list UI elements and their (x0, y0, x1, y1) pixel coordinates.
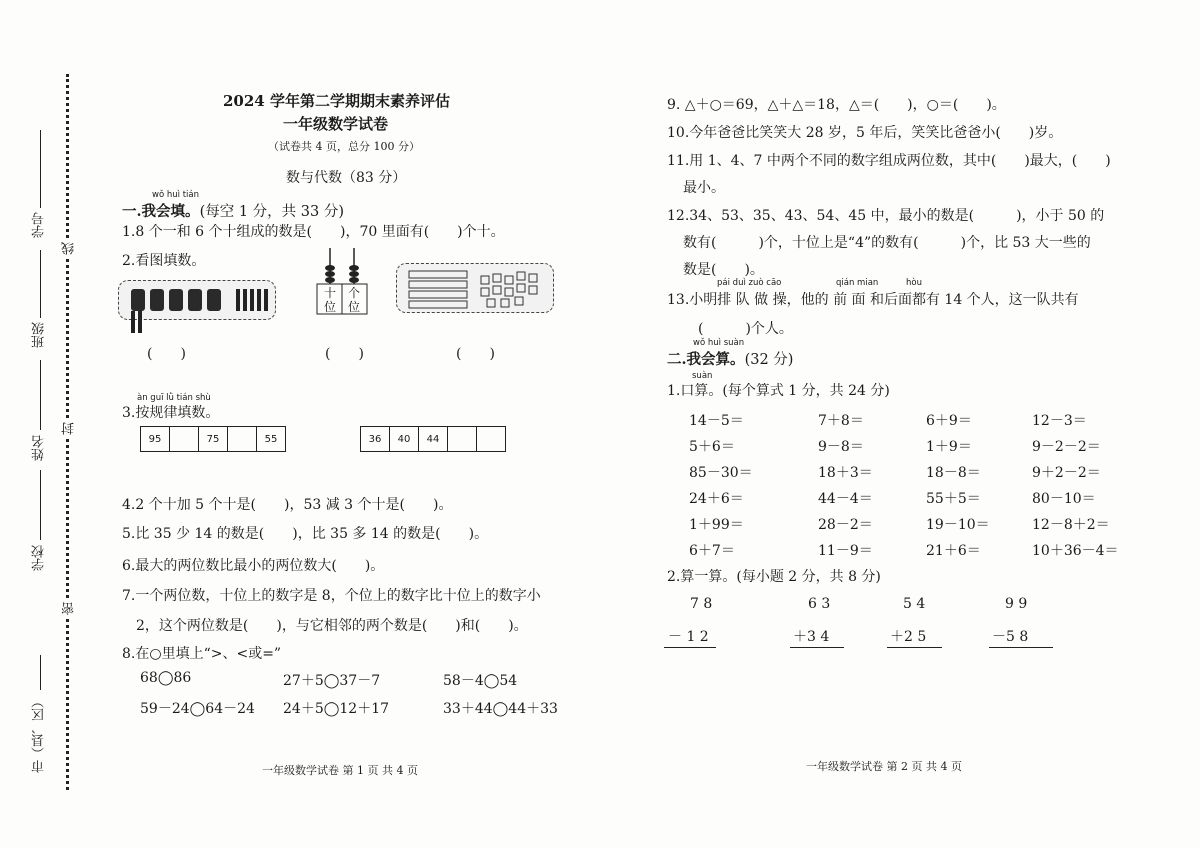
q7-line1: 7.一个两位数，十位上的数字是 8，个位上的数字比十位上的数字小 (122, 588, 541, 604)
label-class: 班级 (32, 322, 47, 348)
cube-picture (396, 263, 554, 313)
q2-blank-3[interactable]: ( ) (456, 346, 495, 362)
blank-number (40, 130, 41, 208)
page2-footer: 一年级数学试卷 第 2 页 共 4 页 (806, 760, 962, 773)
oral-calc-item[interactable]: 6＋7＝ (689, 543, 735, 559)
oral-calc-item[interactable]: 14－5＝ (689, 413, 744, 429)
seal-xian: 线 (62, 242, 77, 255)
oral-calc-item[interactable]: 28－2＝ (818, 517, 873, 533)
oral-calc-item[interactable]: 12－8＋2＝ (1032, 517, 1110, 533)
sequence-1 (140, 426, 286, 452)
seq2-cell: 36 (361, 427, 390, 451)
stick-icon (243, 289, 247, 311)
label-number: 学号 (32, 212, 47, 238)
compare-item[interactable]: 59－24◯64－24 (140, 701, 255, 717)
bundle-icon (169, 289, 183, 311)
oral-calc-item[interactable]: 12－3＝ (1032, 413, 1087, 429)
q2-blank-1[interactable]: ( ) (147, 346, 186, 362)
blank-class (40, 250, 41, 318)
abacus-ones-label2: 位 (348, 300, 361, 314)
q2: 2.看图填数。 (122, 253, 206, 269)
stick-icon (257, 289, 261, 311)
blank-city (40, 655, 41, 690)
q11-line1: 11.用 1、4、7 中两个不同的数字组成两位数，其中( )最大，( ) (667, 153, 1111, 169)
seq2-cell[interactable] (477, 427, 505, 451)
s2-pinyin: wǒ huì suàn (693, 338, 745, 348)
q11-line2: 最小。 (683, 180, 725, 196)
oral-calc-item[interactable]: 19－10＝ (926, 517, 990, 533)
q3: 3.按规律填数。 (122, 405, 220, 421)
q3-pinyin: àn guī lǜ tián shù (137, 393, 211, 403)
s1-line (122, 200, 344, 221)
oral-calc-item[interactable]: 85－30＝ (689, 465, 753, 481)
seq1-cell[interactable] (170, 427, 199, 451)
seq2-cell: 40 (390, 427, 419, 451)
s1-score: (每空 1 分，共 33 分) (199, 204, 344, 220)
s2-line (667, 348, 793, 369)
oral-calc-item[interactable]: 9＋2－2＝ (1032, 465, 1101, 481)
q5: 5.比 35 少 14 的数是( )，比 35 多 14 的数是( )。 (122, 526, 489, 542)
oral-calc-item[interactable]: 80－10＝ (1032, 491, 1096, 507)
vertical-top: 7 8 (690, 596, 713, 612)
stick-icon (264, 289, 268, 311)
q13-pinyin-1: pái duì zuò cāo (717, 278, 782, 288)
p1-pinyin: suàn (692, 371, 713, 381)
oral-calc-item[interactable]: 11－9＝ (818, 543, 873, 559)
oral-calc-item[interactable]: 24＋6＝ (689, 491, 744, 507)
oral-calc-item[interactable]: 1＋99＝ (689, 517, 744, 533)
vertical-rule (887, 647, 942, 648)
stick-icon (236, 289, 240, 311)
stick-icon (131, 311, 135, 333)
s1-pinyin: wǒ huì tián (152, 190, 199, 200)
compare-item[interactable]: 68◯86 (140, 670, 192, 686)
q6: 6.最大的两位数比最小的两位数大( )。 (122, 558, 385, 574)
oral-calc-item[interactable]: 5＋6＝ (689, 439, 735, 455)
oral-calc-item[interactable]: 55＋5＝ (926, 491, 981, 507)
vertical-bottom: － 1 2 (668, 629, 709, 645)
sequence-2 (360, 426, 506, 452)
vertical-top: 6 3 (808, 596, 831, 612)
bundle-icon (188, 289, 202, 311)
q9: 9. △＋○＝69，△＋△＝18，△＝( )，○＝( )。 (667, 97, 1006, 113)
q13-line1: 13.小明排 队 做 操，他的 前 面 和后面都有 14 个人，这一队共有 (667, 292, 1079, 308)
vertical-bottom: －5 8 (992, 629, 1029, 645)
oral-calc-item[interactable]: 6＋9＝ (926, 413, 972, 429)
oral-calc-item[interactable]: 18＋3＝ (818, 465, 873, 481)
vertical-rule (989, 647, 1053, 648)
vertical-top: 5 4 (903, 596, 926, 612)
s1-heading: 一.我会填。 (122, 203, 200, 220)
vertical-bottom: ＋3 4 (793, 629, 830, 645)
exam-subtitle: 一年级数学试卷 (283, 115, 389, 133)
abacus-tens-label: 十 (324, 286, 337, 300)
q4: 4.2 个十加 5 个十是( )，53 减 3 个十是( )。 (122, 497, 453, 513)
bundle-icon (207, 289, 221, 311)
q12-line3: 数是( )。 (683, 262, 764, 278)
q12-line2: 数有( )个，十位上是“4”的数有( )个，比 53 大一些的 (683, 235, 1091, 251)
seq1-cell[interactable] (228, 427, 257, 451)
vertical-rule (664, 647, 716, 648)
seal-feng: 封 (62, 422, 77, 435)
vertical-top: 9 9 (1005, 596, 1028, 612)
bundle-group (119, 281, 275, 333)
oral-calc-item[interactable]: 21＋6＝ (926, 543, 981, 559)
oral-calc-item[interactable]: 9－8＝ (818, 439, 864, 455)
seal-mi: 密 (62, 602, 77, 615)
stick-icon (250, 289, 254, 311)
written-calc-heading: 2.算一算。(每小题 2 分，共 8 分) (667, 569, 881, 585)
seq1-cell: 55 (264, 433, 278, 445)
abacus-tens-label2: 位 (324, 300, 337, 314)
s2-heading: 二.我会算。 (667, 351, 745, 368)
label-name: 姓名 (32, 435, 47, 461)
q2-blank-2[interactable]: ( ) (325, 346, 364, 362)
vertical-rule (790, 647, 844, 648)
q10: 10.今年爸爸比笑笑大 28 岁，5 年后，笑笑比爸爸小( )岁。 (667, 125, 1063, 141)
label-school: 学校 (32, 545, 47, 571)
oral-calc-item[interactable]: 44－4＝ (818, 491, 873, 507)
oral-calc-item[interactable]: 18－8＝ (926, 465, 981, 481)
seq2-cell: 44 (419, 427, 448, 451)
q13-line2: ( )个人。 (698, 321, 793, 337)
q1: 1.8 个一和 6 个十组成的数是( )，70 里面有( )个十。 (122, 224, 505, 240)
compare-item[interactable]: 33＋44◯44＋33 (443, 701, 558, 717)
bundle-icon (150, 289, 164, 311)
vertical-bottom: ＋2 5 (890, 629, 927, 645)
abacus-ones-label: 个 (348, 286, 361, 300)
page1-footer: 一年级数学试卷 第 1 页 共 4 页 (262, 764, 418, 777)
seq1-cell: 75 (199, 427, 228, 451)
label-city: 市（县、区） (32, 695, 47, 773)
q13-pinyin-3: hòu (906, 278, 922, 288)
oral-calc-heading: 1.口算。(每个算式 1 分，共 24 分) (667, 383, 890, 399)
blank-name (40, 360, 41, 430)
cube-blocks-icon (397, 264, 553, 312)
seq1-cell: 95 (141, 427, 170, 451)
compare-item[interactable]: 58－4◯54 (443, 673, 518, 689)
seq2-cell[interactable] (448, 427, 477, 451)
exam-note: （试卷共 4 页，总分 100 分） (268, 140, 420, 153)
oral-calc-item[interactable]: 10＋36－4＝ (1032, 543, 1119, 559)
compare-item[interactable]: 24＋5◯12＋17 (283, 701, 390, 717)
q12-line1: 12.34、53、35、43、54、45 中，最小的数是( )，小于 50 的 (667, 208, 1105, 224)
exam-title: 2024 学年第二学期期末素养评估 (223, 92, 450, 110)
q7-line2: 2，这个两位数是( )，与它相邻的两个数是( )和( )。 (136, 618, 528, 634)
q13-pinyin-2: qián mian (836, 278, 879, 288)
stick-icon (138, 311, 142, 333)
q8: 8.在○里填上“>、<或=” (122, 646, 282, 662)
bundle-picture (118, 280, 276, 320)
blank-school (40, 470, 41, 540)
oral-calc-item[interactable]: 1＋9＝ (926, 439, 972, 455)
compare-item[interactable]: 27＋5◯37－7 (283, 673, 381, 689)
oral-calc-item[interactable]: 9－2－2＝ (1032, 439, 1101, 455)
s2-score: (32 分) (744, 352, 794, 368)
bundle-icon (131, 289, 145, 311)
oral-calc-item[interactable]: 7＋8＝ (818, 413, 864, 429)
section-title: 数与代数（83 分） (286, 170, 407, 186)
